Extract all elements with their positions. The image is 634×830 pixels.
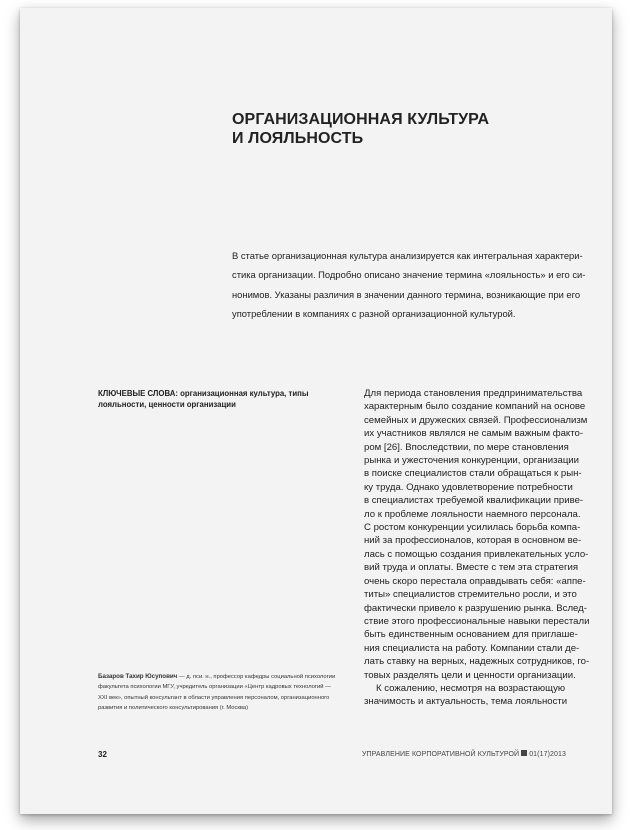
- author-line: XXI век», опытный консультант в области управления персоналом, организационного: [98, 694, 330, 701]
- body-line: характерным было создание компаний на основе: [364, 401, 586, 413]
- body-line: в поиске специалистов стали обращаться к рын-: [364, 468, 582, 480]
- body-line: лать ставку на верных, надежных сотрудников, го-: [364, 656, 590, 668]
- body-line: Для периода становления предпринимательства: [364, 388, 583, 399]
- body-line: рынка и ужесточения конкуренции, организации: [364, 455, 580, 467]
- article-title-line-2: И ЛОЯЛЬНОСТЬ: [232, 130, 364, 147]
- journal-issue: 01(17)2013: [529, 751, 566, 758]
- body-line: в специалистах требуемой квалификации приве-: [364, 495, 584, 507]
- abstract-line: В статье организационная культура анализируется как интегральная характери-: [232, 250, 583, 261]
- body-line: очень скоро перестала оправдывать себя: «аппе-: [364, 575, 586, 587]
- body-line: ний за профессионалов, которая в основном ве-: [364, 535, 582, 547]
- body-line: фактически привело к разрушению рынка. Вслед-: [364, 602, 587, 614]
- article-title: [232, 110, 489, 148]
- square-bullet-icon: [521, 750, 527, 756]
- author-line-1-rest: — д. пси. н., профессор кафедры социальной психологии: [177, 674, 336, 680]
- body-line: быть единственным основанием для приглаше-: [364, 629, 578, 641]
- body-line: вий труда и оплаты. Вместе с тем эта стратегия: [364, 562, 579, 574]
- body-line: семейных и дружеских связей. Профессионализм: [364, 414, 588, 426]
- article-body: [364, 387, 608, 709]
- keywords-line: КЛЮЧЕВЫЕ СЛОВА: организационная культура, типы: [98, 389, 309, 398]
- body-line: С ростом конкуренции усилилась борьба компа-: [364, 522, 581, 534]
- page-number: 32: [98, 750, 107, 759]
- body-line: лась с помощью создания привлекательных усло-: [364, 548, 589, 560]
- article-abstract: [232, 246, 602, 323]
- journal-running-footer: [362, 750, 566, 758]
- body-line: К сожалению, несмотря на возрастающую: [376, 682, 566, 694]
- body-line: ствие этого профессиональные навыки перестали: [364, 615, 590, 627]
- body-line: значимость и актуальность, тема лояльности: [364, 696, 568, 708]
- author-note: [98, 672, 348, 714]
- body-line: ром [26]. Впоследствии, по мере становления: [364, 441, 569, 453]
- keywords: [98, 388, 313, 410]
- author-name: Базаров Тахир Юсупович: [98, 673, 178, 680]
- body-line: товых разделять цели и ценности организации.: [364, 669, 576, 681]
- journal-page: [20, 8, 612, 814]
- abstract-line: употреблении в компаниях с разной организационной культурой.: [232, 307, 516, 319]
- author-line: развития и политического консультирования (г. Москва): [98, 705, 249, 712]
- author-line: [98, 672, 348, 682]
- author-line: факультета психологии МГУ, учредитель организации «Центр кадровых технологий —: [98, 684, 331, 691]
- body-line: их участников являлся не самым важным факто-: [364, 428, 584, 440]
- body-line: титы» специалистов стремительно росли, и это: [364, 589, 577, 601]
- body-line: ло к проблеме лояльности наемного персонала.: [364, 508, 581, 520]
- body-line: ку труда. Однако удовлетворение потребности: [364, 481, 573, 493]
- keywords-line: лояльности, ценности организации: [98, 400, 236, 409]
- abstract-line: нонимов. Указаны различия в значении данного термина, возникающие при его: [232, 288, 581, 300]
- body-line: ния специалиста на работу. Компании стали де-: [364, 642, 580, 654]
- abstract-line: стика организации. Подробно описано значение термина «лояльность» и его си-: [232, 269, 586, 281]
- article-title-line-1: ОРГАНИЗАЦИОННАЯ КУЛЬТУРА: [232, 111, 490, 128]
- journal-title: УПРАВЛЕНИЕ КОРПОРАТИВНОЙ КУЛЬТУРОЙ: [361, 751, 520, 758]
